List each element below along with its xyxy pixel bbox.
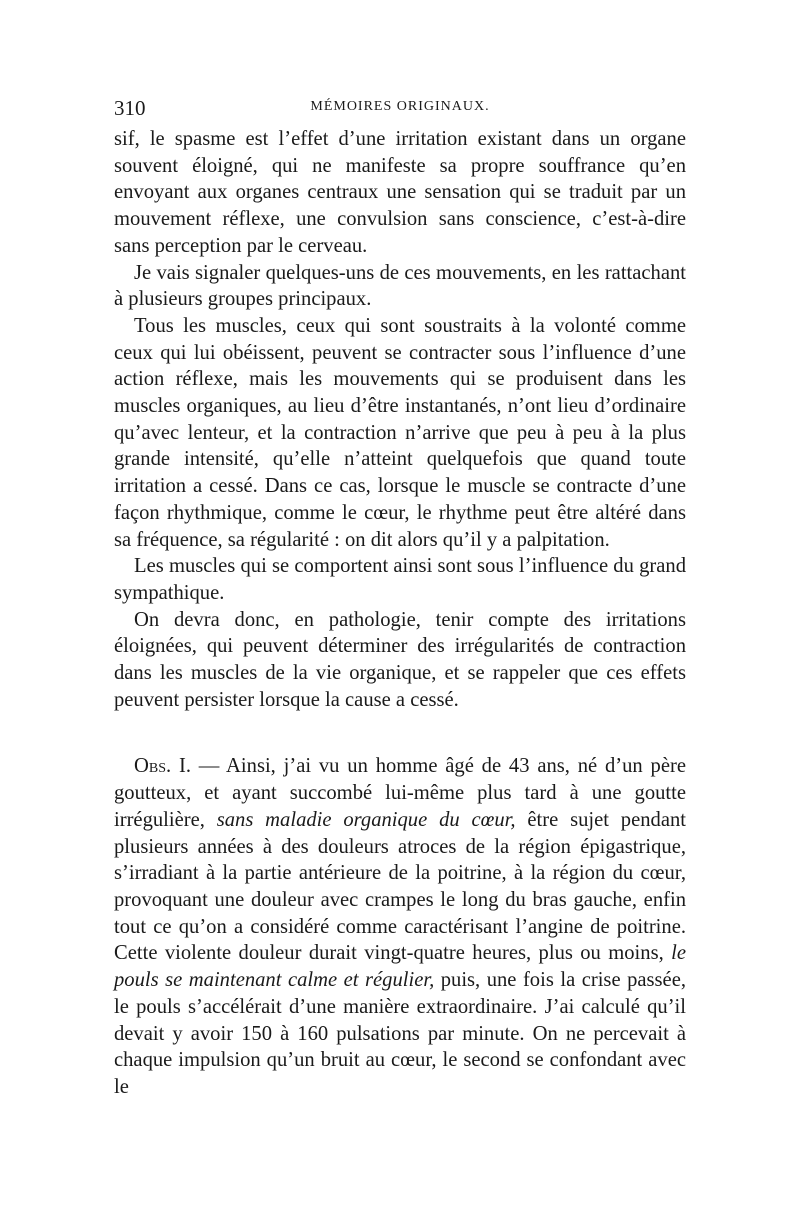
observation-italic-1: sans maladie organique du cœur, (216, 808, 516, 831)
observation-paragraph (114, 753, 686, 1100)
running-title: MÉMOIRES ORIGINAUX. (310, 99, 490, 114)
observation-italic-2: le pouls se maintenant calme et régulier, (114, 942, 686, 992)
body-text (114, 126, 686, 1101)
book-page (114, 96, 686, 1101)
paragraph-sympathetic: Les muscles qui se comportent ainsi sont sous l’influence du grand sympathique. (114, 555, 686, 604)
page-number: 310 (114, 96, 146, 120)
observation-text-2: être sujet pendant plusieurs années à des douleurs atroces de la région épigastrique, s’irradiant à la partie antérieure de la poitrine, à la région du cœur, provoquant une douleur avec crampes le long du bras gauche, enfin tout ce qu’on a considéré comme caractérisant l’angine de poitrine. Cette violente douleur durait vingt-quatre heures, plus ou moins, (114, 808, 686, 965)
observation-text-1: — Ainsi, j’ai vu un homme âgé de 43 ans, né d’un père goutteux, et ayant succombé lui-même plus tard à une goutte irrégulière, (114, 755, 686, 831)
paragraph-reflex-groups: Je vais signaler quelques-uns de ces mouvements, en les rattachant à plusieurs groupes principaux. (114, 261, 686, 311)
paragraph-muscles: Tous les muscles, ceux qui sont soustraits à la volonté comme ceux qui lui obéissent, peuvent se contracter sous l’influence d’une action réflexe, mais les mouvements qui se produisent dans les muscles organiques, au lieu d’être instantanés, n’ont lieu d’ordinaire qu’avec lenteur, et la contraction n’arrive que peu à peu à la plus grande intensité, qu’elle n’atteint quelquefois que quand toute irritation a cessé. Dans ce cas, lorsque le muscle se contracte d’une façon rhythmique, comme le cœur, le rhythme peut être altéré dans sa fréquence, sa régularité : on dit alors qu’il y a palpitation. (114, 314, 686, 551)
observation-label: Obs. I. (134, 755, 191, 778)
running-head (114, 96, 686, 126)
paragraph-pathology: On devra donc, en pathologie, tenir compte des irritations éloignées, qui peuvent déterminer des irrégularités de contraction dans les muscles de la vie organique, et se rappeler que ces effets peuvent persister lorsque la cause a cessé. (114, 608, 686, 711)
observation-text-3: puis, une fois la crise passée, le pouls s’accélérait d’une manière extraordinaire. J’ai calculé qu’il devait y avoir 150 à 160 pulsations par minute. On ne percevait à chaque impulsion qu’un bruit au cœur, le second se confondant avec le (114, 969, 686, 1098)
paragraph-continued: sif, le spasme est l’effet d’une irritation existant dans un organe souvent éloigné, qui ne manifeste sa propre souffrance qu’en envoyant aux organes centraux une sensation qui se traduit par un mouvement réflexe, une convulsion sans conscience, c’est-à-dire sans perception par le cerveau. (114, 128, 686, 257)
